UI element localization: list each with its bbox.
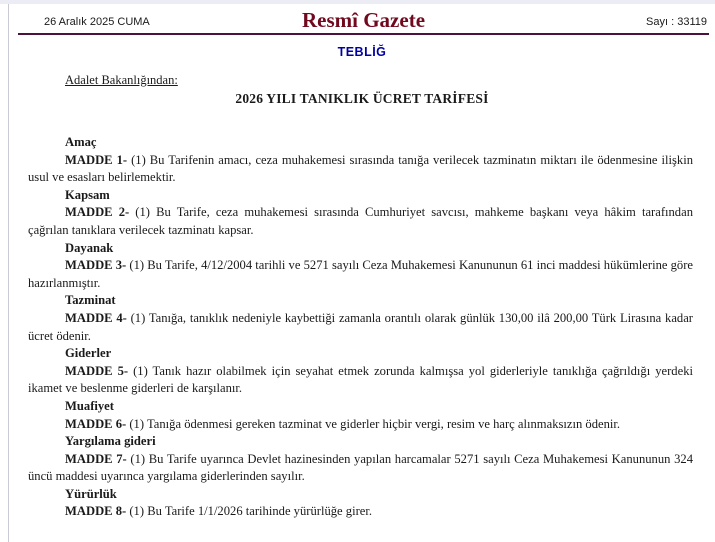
article-label: MADDE 5- [65, 363, 129, 378]
article-heading: Kapsam [65, 187, 110, 202]
issue-number: Sayı : 33119 [646, 16, 707, 28]
document-page [9, 4, 715, 521]
article-heading: Yargılama gideri [65, 434, 156, 449]
article-heading: Tazminat [65, 293, 116, 308]
article-text: (1) Bu Tarife uyarınca Devlet hazinesinden yapılan harcamalar 5271 sayılı Ceza Muhakemesi Kanununun 324 üncü maddesi uyarınca yargılama giderlerinden sayılır. [28, 451, 693, 484]
gazette-header [18, 6, 709, 35]
article-heading: Muafiyet [65, 398, 114, 413]
article-text: (1) Tanığa ödenmesi gereken tazminat ve giderler hiçbir vergi, resim ve harç alınmaksızın ödenir. [126, 416, 621, 431]
article-heading: Dayanak [65, 240, 114, 255]
document-title: 2026 YILI TANIKLIK ÜCRET TARİFESİ [235, 91, 489, 106]
article-text: (1) Bu Tarife, 4/12/2004 tarihli ve 5271 sayılı Ceza Muhakemesi Kanununun 61 inci maddesi hükümlerine göre hazırlanmıştır. [28, 258, 693, 290]
article-paragraph [28, 204, 693, 239]
article-label: MADDE 2- [65, 205, 130, 220]
article-heading: Giderler [65, 346, 112, 361]
article-heading: Yürürlük [65, 486, 117, 501]
issuing-authority [65, 73, 685, 88]
issue-date: 26 Aralık 2025 CUMA [44, 16, 150, 28]
article-paragraph [28, 152, 693, 187]
article-paragraph [28, 451, 693, 486]
article-paragraph [28, 503, 693, 521]
article-label: MADDE 6- [65, 416, 127, 431]
article-label: MADDE 1- [65, 152, 128, 167]
issuing-authority-text: Adalet Bakanlığından: [65, 73, 178, 87]
article-label: MADDE 8- [65, 504, 127, 519]
gazette-title: Resmî Gazete [301, 8, 426, 32]
article-text: (1) Tanığa, tanıklık nedeniyle kaybettiği zamanla orantılı olarak günlük 130,00 ilâ 200,00 Türk Lirasına kadar ücret ödenir. [28, 310, 693, 343]
article-paragraph [28, 363, 693, 398]
article-paragraph [28, 310, 693, 345]
article-text: (1) Tanık hazır olabilmek için seyahat etmek zorunda kalmışsa yol giderleriyle tanıklığa çağrıldığı yerdeki ikamet ve beslenme giderleri de karşılanır. [28, 363, 693, 396]
article-label: MADDE 3- [65, 258, 127, 273]
article-text: (1) Bu Tarifenin amacı, ceza muhakemesi sırasında tanığa verilecek tazminatın miktarı ile ödenmesine ilişkin usul ve esasları belirlemektir. [28, 152, 693, 185]
article-label: MADDE 4- [65, 310, 127, 325]
article-paragraph [28, 416, 693, 434]
document-body [28, 134, 693, 521]
article-label: MADDE 7- [65, 451, 127, 466]
article-paragraph [28, 257, 693, 292]
article-text: (1) Bu Tarife, ceza muhakemesi sırasında Cumhuriyet savcısı, mahkeme başkanı veya hâkim tarafından çağrılan tanıklara verilecek tazminatı kapsar. [28, 205, 693, 237]
article-heading: Amaç [65, 135, 97, 149]
section-label: TEBLİĞ [337, 45, 387, 59]
article-text: (1) Bu Tarife 1/1/2026 tarihinde yürürlüğe girer. [126, 504, 373, 519]
